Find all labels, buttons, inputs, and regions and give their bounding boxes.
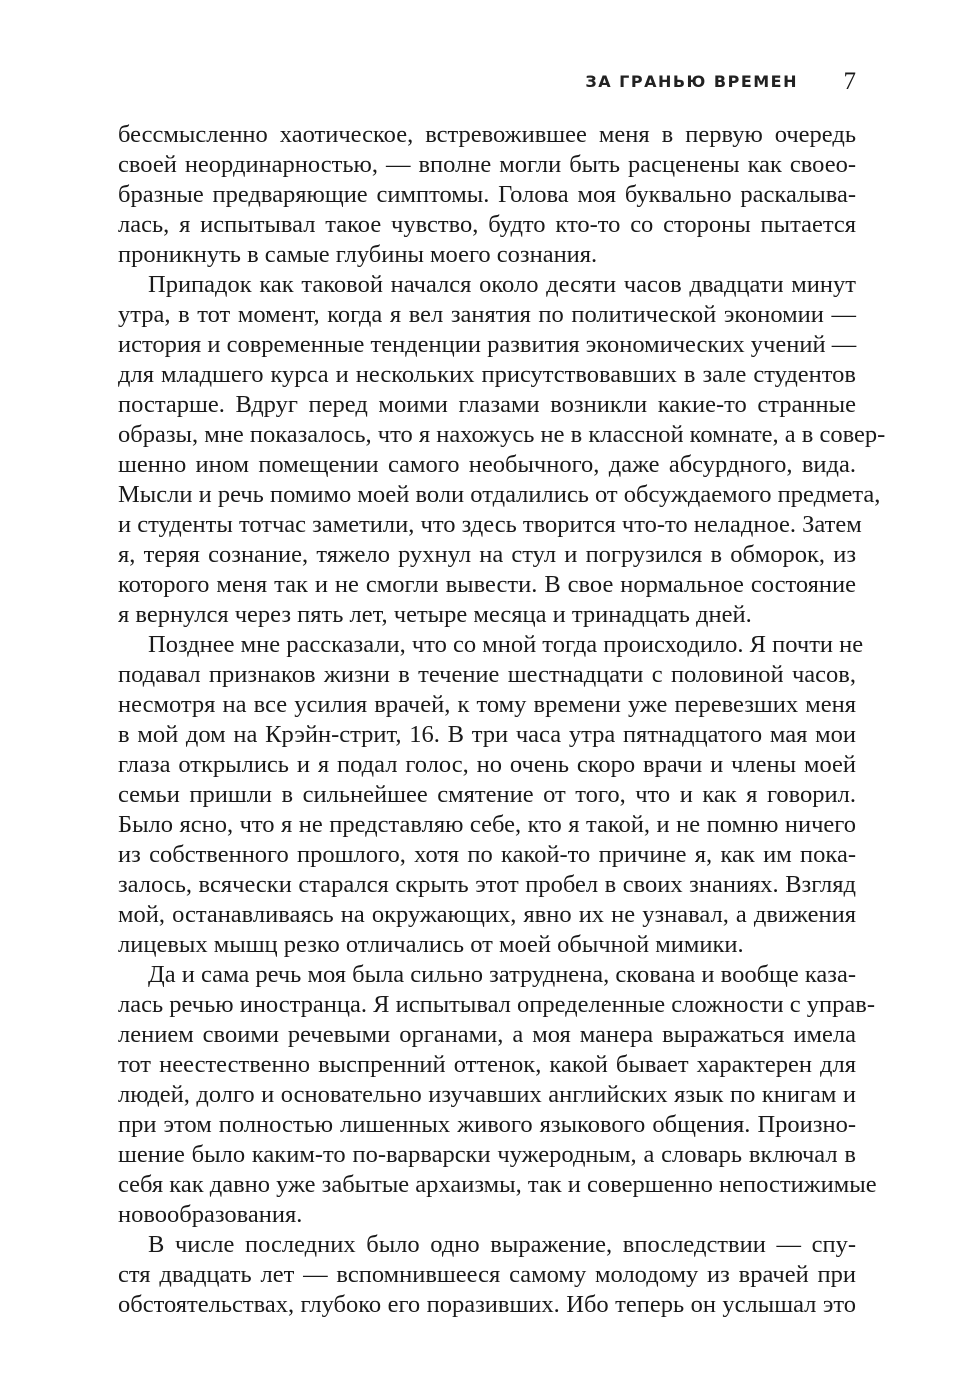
page-header [118, 68, 856, 98]
text-line: утра, в тот момент, когда я вел занятия по политической экономии — [118, 301, 856, 328]
text-line: история и современные тенденции развития экономических учений — [118, 331, 857, 358]
text-line: себя как давно уже забытые архаизмы, так и совершенно непостижимые [118, 1171, 877, 1198]
text-line: и студенты тотчас заметили, что здесь творится что-то неладное. Затем [118, 511, 862, 538]
text-line: лась, я испытывал такое чувство, будто кто-то со стороны пытается [118, 211, 856, 238]
text-line: В числе последних было одно выражение, впоследствии — спу- [148, 1231, 856, 1258]
text-line: я вернулся через пять лет, четыре месяца и тринадцать дней. [118, 601, 752, 628]
paragraph [118, 270, 886, 630]
text-line: Позднее мне рассказали, что со мной тогда происходило. Я почти не [148, 631, 864, 658]
text-line: проникнуть в самые глубины моего сознания. [118, 241, 598, 268]
text-line: залось, всячески старался скрыть этот пробел в своих знаниях. Взгляд [118, 871, 856, 898]
text-line: стя двадцать лет — вспомнившееся самому молодому из врачей при [118, 1261, 856, 1288]
text-line: Мысли и речь помимо моей воли отдалились от обсуждаемого предмета, [118, 481, 881, 508]
paragraph [118, 1230, 856, 1320]
text-line: людей, долго и основательно изучавших английских язык по книгам и [118, 1081, 856, 1108]
page-number: 7 [843, 68, 856, 95]
text-line: которого меня так и не смогли вывести. В свое нормальное состояние [118, 571, 856, 598]
text-line: тот неестественно выспренний оттенок, какой бывает характерен для [118, 1051, 856, 1078]
text-line: для младшего курса и нескольких присутствовавших в зале студентов [118, 361, 856, 388]
text-line: из собственного прошлого, хотя по какой-то причине я, как им пока- [118, 841, 856, 868]
text-line: несмотря на все усилия врачей, к тому времени уже перевезших меня [118, 691, 856, 718]
text-line: лением своими речевыми органами, а моя манера выражаться имела [118, 1021, 856, 1048]
text-line: лицевых мышц резко отличались от моей обычной мимики. [118, 931, 744, 958]
running-title: ЗА ГРАНЬЮ ВРЕМЕН [585, 72, 798, 91]
text-line: Да и сама речь моя была сильно затруднена, скована и вообще каза- [148, 961, 857, 988]
text-line: постарше. Вдруг перед моими глазами возникли какие-то странные [118, 391, 856, 418]
text-line: лась речью иностранца. Я испытывал определенные сложности с управ- [118, 991, 875, 1018]
paragraph [118, 630, 864, 960]
text-line: подавал признаков жизни в течение шестнадцати с половиной часов, [118, 661, 856, 688]
text-line: Было ясно, что я не представляю себе, кто я такой, и не помню ничего [118, 811, 856, 838]
text-line: шенно ином помещении самого необычного, даже абсурдного, вида. [118, 451, 856, 478]
text-line: при этом полностью лишенных живого языкового общения. Произно- [118, 1111, 856, 1138]
text-line: своей неординарностью, — вполне могли быть расценены как своео- [118, 151, 856, 178]
text-line: в мой дом на Крэйн-стрит, 16. В три часа утра пятнадцатого мая мои [118, 721, 856, 748]
text-line: новообразования. [118, 1201, 303, 1228]
text-line: я, теряя сознание, тяжело рухнул на стул и погрузился в обморок, из [118, 541, 856, 568]
text-line: образы, мне показалось, что я нахожусь не в классной комнате, а в совер- [118, 421, 886, 448]
text-line: шение было каким-то по-варварски чужеродным, а словарь включал в [118, 1141, 856, 1168]
text-line: мой, останавливаясь на окружающих, явно их не узнавал, а движения [118, 901, 856, 928]
text-line: бразные предваряющие симптомы. Голова моя буквально раскалыва- [118, 181, 856, 208]
text-line: семьи пришли в сильнейшее смятение от того, что и как я говорил. [118, 781, 856, 808]
text-line: обстоятельствах, глубоко его поразивших. Ибо теперь он услышал это [118, 1291, 856, 1318]
paragraph [118, 120, 856, 270]
body-text [118, 120, 886, 1320]
text-line: Припадок как таковой начался около десяти часов двадцати минут [148, 271, 856, 298]
paragraph [118, 960, 877, 1230]
text-line: глаза открылись и я подал голос, но очень скоро врачи и члены моей [118, 751, 856, 778]
text-line: бессмысленно хаотическое, встревожившее меня в первую очередь [118, 121, 856, 148]
